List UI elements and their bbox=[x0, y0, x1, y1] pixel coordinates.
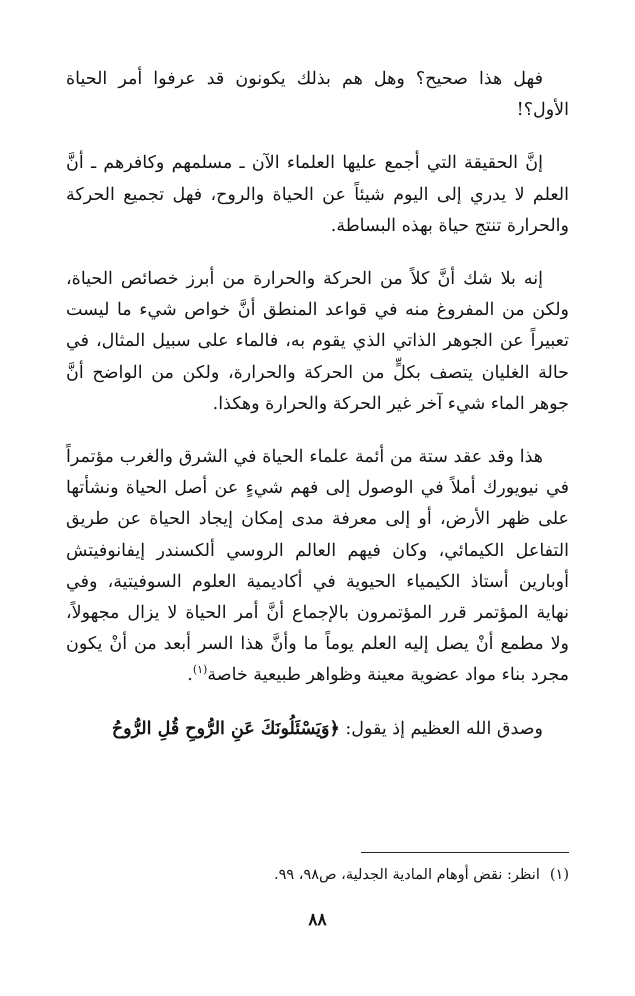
paragraph-3-text: إنه بلا شك أنَّ كلاً من الحركة والحرارة من أبرز خصائص الحياة، ولكن من المفروغ منه في قواعد المنطق أنَّ خواص شيء ما ليست تعبيراً عن الجوهر الذاتي الذي يقوم به، فالماء على سبيل المثال، في حالة الغليان يتصف بكلٍّ من الحركة والحرارة، ولكن من الواضح أنَّ جوهر الماء شيء آخر غير الحركة والحرارة وهكذا. bbox=[66, 269, 569, 414]
paragraph-1-text: فهل هذا صحيح؟ وهل هم بذلك يكونون قد عرفوا أمر الحياة الأول؟! bbox=[66, 69, 569, 121]
footnote bbox=[66, 862, 569, 888]
page-number: ٨٨ bbox=[308, 910, 327, 930]
paragraph-2 bbox=[66, 148, 569, 242]
closing-lead: وصدق الله العظيم إذ يقول: bbox=[345, 718, 543, 739]
paragraph-4-text: هذا وقد عقد ستة من أئمة علماء الحياة في الشرق والغرب مؤتمراً في نيويورك أملاً في الوصول إلى فهم شيءٍ عن أصل الحياة ونشأتها على ظهر الأرض، أو إلى معرفة مدى إمكان إيجاد الحياة عن طريق التفاعل الكيمائي، وكان فيهم العالم الروسي ألكسندر إيفانوفيتش أوبارين أستاذ الكيمياء الحيوية في أكاديمية العلوم السوفيتية، وفي نهاية المؤتمر قرر المؤتمرون بالإجماع أنَّ أمر الحياة لا يزال مجهولاً، ولا مطمع أنْ يصل إليه العلم يوماً ما وأنَّ هذا السر أبعد من أنْ يكون مجرد بناء مواد عضوية معينة وظواهر طبيعية خاصة bbox=[66, 447, 569, 686]
paragraph-1 bbox=[66, 64, 569, 126]
body-text bbox=[66, 64, 569, 745]
paragraph-3 bbox=[66, 264, 569, 420]
footnote-text: انظر: نقض أوهام المادية الجدلية، ص٩٨، ٩٩. bbox=[273, 867, 540, 883]
closing-line bbox=[66, 714, 569, 745]
footnote-divider bbox=[361, 852, 569, 853]
footnote-number: (١) bbox=[549, 867, 569, 883]
footnote-reference: (١) bbox=[192, 663, 208, 677]
paragraph-4: هذا وقد عقد ستة من أئمة علماء الحياة في الشرق والغرب مؤتمراً في نيويورك أملاً في الوصول إلى فهم شيءٍ عن أصل الحياة ونشأتها على ظهر الأرض، أو إلى معرفة مدى إمكان إيجاد الحياة عن طريق التفاعل الكيمائي، وكان فيهم العالم الروسي ألكسندر إيفانوفيتش أوبارين أستاذ الكيمياء الحيوية في أكاديمية العلوم السوفيتية، وفي نهاية المؤتمر قرر المؤتمرون بالإجماع أنَّ أمر الحياة لا يزال مجهولاً، ولا مطمع أنْ يصل إليه العلم يوماً ما وأنَّ هذا السر أبعد من أنْ يكون مجرد بناء مواد عضوية معينة وظواهر طبيعية خاصة$^{(١)}$. bbox=[66, 447, 569, 686]
paragraph-2-text: إنَّ الحقيقة التي أجمع عليها العلماء الآن ـ مسلمهم وكافرهم ـ أنَّ العلم لا يدري إلى اليوم شيئاً عن الحياة والروح، فهل تجميع الحركة والحرارة تنتج حياة بهذه البساطة. bbox=[66, 153, 569, 236]
quran-verse: ﴿وَيَسْئَلُونَكَ عَنِ الرُّوحِ قُلِ الرُّوحُ bbox=[111, 718, 340, 739]
